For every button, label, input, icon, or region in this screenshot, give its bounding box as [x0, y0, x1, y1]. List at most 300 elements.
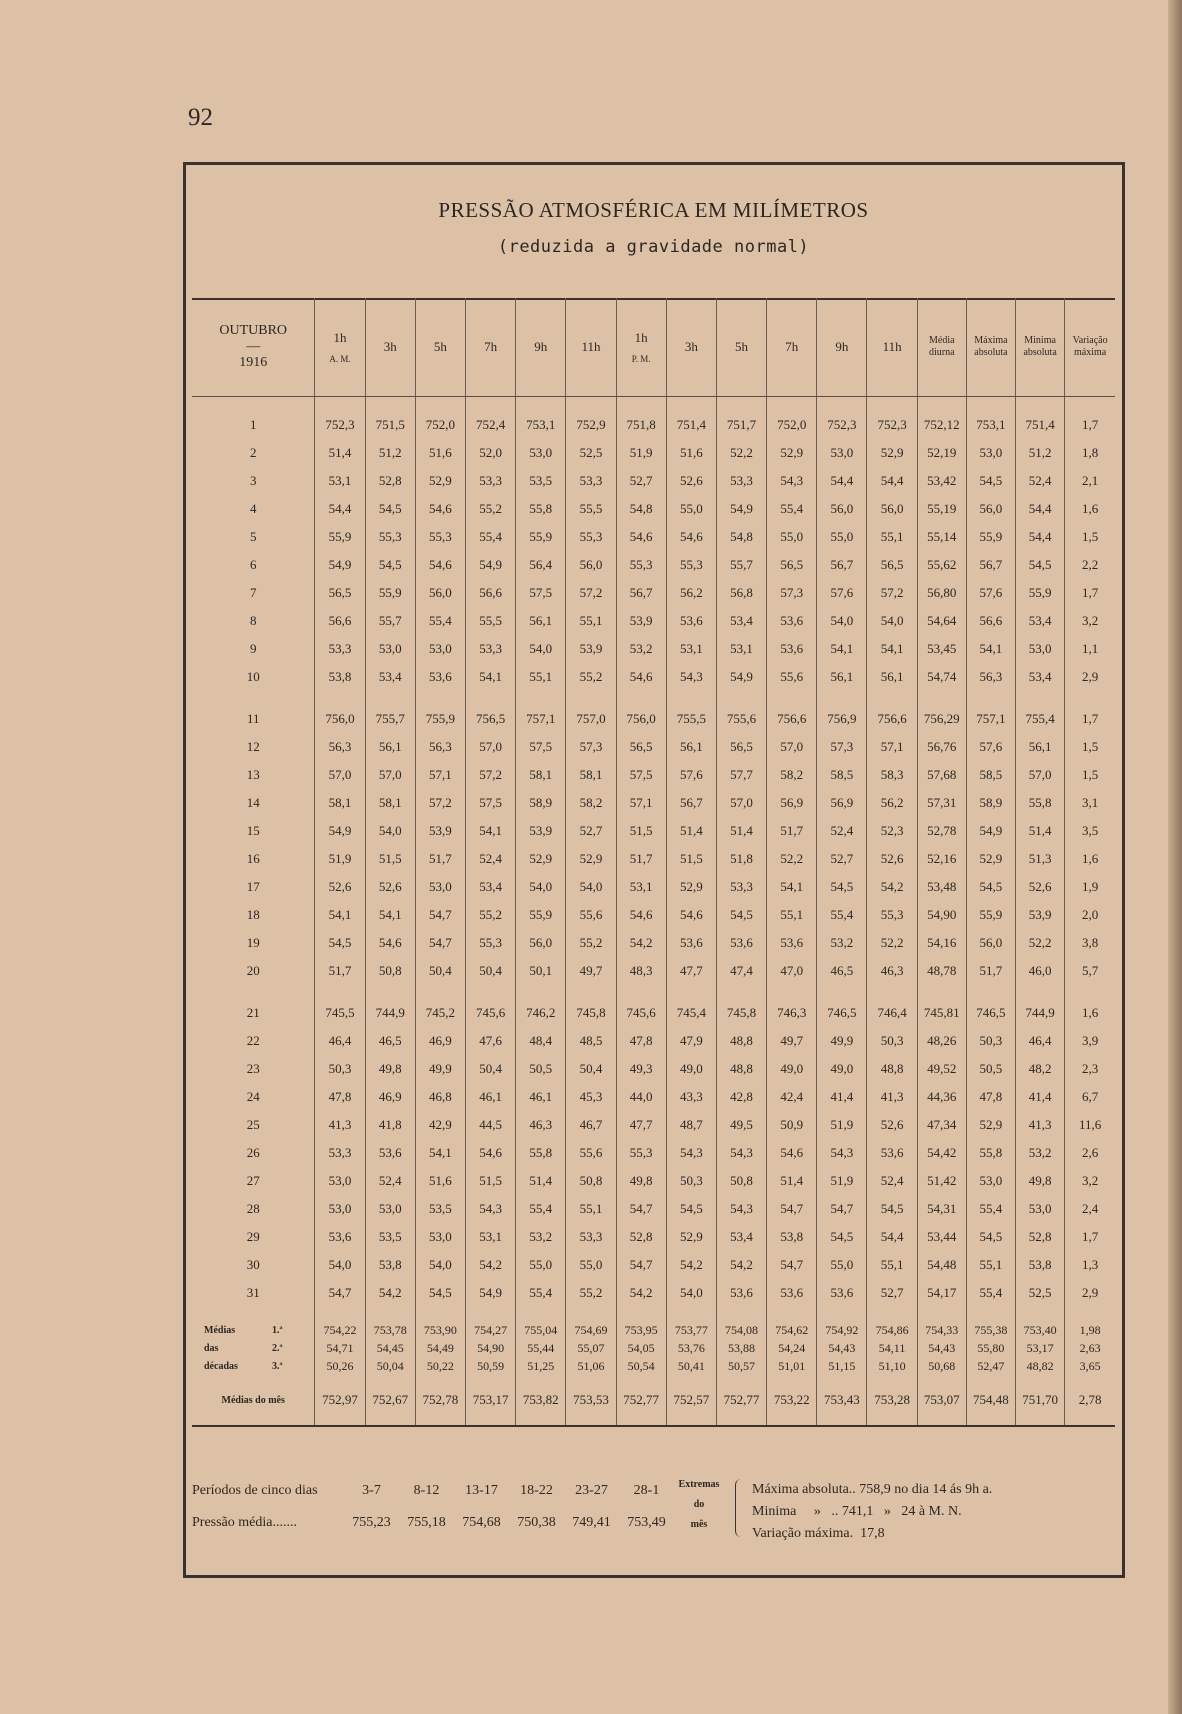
- day-cell: 14: [246, 795, 260, 810]
- table-cell: 44,0: [616, 1083, 666, 1111]
- table-cell: 46,8: [415, 1083, 465, 1111]
- table-cell: 55,8: [966, 1139, 1015, 1167]
- hour-header: [415, 298, 465, 397]
- table-cell: 57,5: [516, 579, 566, 607]
- table-cell: 57,6: [966, 733, 1015, 761]
- table-cell: 45,3: [566, 1083, 616, 1111]
- table-cell: 54,0: [867, 607, 917, 635]
- extremas-label: [664, 1475, 734, 1535]
- table-cell: 52,5: [566, 439, 616, 467]
- table-cell: 52,8: [1016, 1223, 1065, 1251]
- table-cell: 57,2: [867, 579, 917, 607]
- table-cell: 46,3: [516, 1111, 566, 1139]
- table-cell: 48,4: [516, 1027, 566, 1055]
- table-cell: 57,0: [465, 733, 515, 761]
- table-cell: 52,9: [767, 439, 817, 467]
- day-cell: 8: [249, 613, 257, 628]
- table-cell: 57,1: [616, 789, 666, 817]
- table-cell: 56,1: [365, 733, 415, 761]
- hour-label: 9h: [835, 339, 849, 354]
- table-cell: 757,0: [566, 705, 616, 733]
- table-cell: 54,5: [365, 495, 415, 523]
- table-cell: 53,6: [716, 1279, 766, 1307]
- table-cell: 52,9: [867, 439, 917, 467]
- table-cell: 54,42: [917, 1139, 966, 1167]
- table-cell: 58,5: [817, 761, 867, 789]
- table-cell: 53,2: [516, 1223, 566, 1251]
- table-cell: 1,1: [1065, 635, 1115, 663]
- table-cell: 755,9: [415, 705, 465, 733]
- table-cell: 1,8: [1065, 439, 1115, 467]
- table-cell: 754,69: [566, 1321, 616, 1339]
- spacer-cell: [365, 1307, 415, 1321]
- hour-header: [516, 298, 566, 397]
- table-cell: 52,2: [716, 439, 766, 467]
- table-cell: 56,1: [1016, 733, 1065, 761]
- table-cell: 53,0: [365, 635, 415, 663]
- table-row: [192, 1139, 1115, 1167]
- table-cell: 54,4: [867, 467, 917, 495]
- periodo-value: 28-1: [633, 1483, 660, 1498]
- header-row: [192, 298, 1115, 397]
- spacer-cell: [192, 1307, 315, 1321]
- table-row: [192, 817, 1115, 845]
- table-cell: 53,6: [716, 929, 766, 957]
- table-cell: 756,5: [465, 705, 515, 733]
- table-cell: 51,4: [767, 1167, 817, 1195]
- table-cell: 56,0: [516, 929, 566, 957]
- table-cell: 53,6: [767, 1279, 817, 1307]
- table-cell: 2,78: [1065, 1375, 1115, 1426]
- table-cell: 751,8: [616, 411, 666, 439]
- table-cell: 51,7: [415, 845, 465, 873]
- table-cell: 53,8: [365, 1251, 415, 1279]
- table-cell: 51,4: [315, 439, 365, 467]
- table-cell: 55,14: [917, 523, 966, 551]
- table-cell: 53,45: [917, 635, 966, 663]
- table-cell: 42,9: [415, 1111, 465, 1139]
- table-cell: 757,1: [966, 705, 1015, 733]
- spacer-cell: [917, 397, 966, 412]
- table-cell: 55,2: [566, 1279, 616, 1307]
- table-cell: 57,0: [716, 789, 766, 817]
- table-cell: 54,7: [616, 1195, 666, 1223]
- pressao-value: 749,41: [572, 1515, 611, 1530]
- table-cell: 1,7: [1065, 579, 1115, 607]
- table-cell: 52,3: [867, 817, 917, 845]
- spacer-cell: [767, 691, 817, 705]
- table-cell: 55,2: [465, 901, 515, 929]
- table-cell: 53,4: [1016, 663, 1065, 691]
- table-cell: 51,9: [315, 845, 365, 873]
- table-cell: 50,3: [966, 1027, 1015, 1055]
- table-cell: 54,9: [716, 495, 766, 523]
- spacer-cell: [666, 691, 716, 705]
- table-cell: 2,63: [1065, 1339, 1115, 1357]
- table-cell: 52,9: [666, 873, 716, 901]
- decada-row: [192, 1321, 1115, 1339]
- table-cell: 53,9: [616, 607, 666, 635]
- table-cell: 55,3: [616, 1139, 666, 1167]
- table-cell: 54,2: [465, 1251, 515, 1279]
- table-cell: 53,6: [666, 607, 716, 635]
- table-cell: 54,0: [365, 817, 415, 845]
- table-cell: 56,2: [867, 789, 917, 817]
- table-cell: 56,5: [616, 733, 666, 761]
- table-cell: 1,98: [1065, 1321, 1115, 1339]
- spacer-cell: [516, 691, 566, 705]
- table-cell: 41,3: [1016, 1111, 1065, 1139]
- table-cell: 55,9: [516, 901, 566, 929]
- table-cell: 55,0: [566, 1251, 616, 1279]
- table-cell: 42,8: [716, 1083, 766, 1111]
- table-cell: 54,0: [415, 1251, 465, 1279]
- table-cell: 745,4: [666, 999, 716, 1027]
- hour-header: [616, 298, 666, 397]
- table-cell: 3,8: [1065, 929, 1115, 957]
- table-cell: 51,7: [616, 845, 666, 873]
- spacer-cell: [315, 691, 365, 705]
- spacer-cell: [716, 1307, 766, 1321]
- table-cell: 54,4: [867, 1223, 917, 1251]
- table-cell: 1,5: [1065, 761, 1115, 789]
- table-cell: 52,9: [516, 845, 566, 873]
- table-row: [192, 789, 1115, 817]
- periodo-value: 18-22: [520, 1483, 553, 1498]
- table-cell: 746,5: [966, 999, 1015, 1027]
- table-cell: 52,4: [365, 1167, 415, 1195]
- table-cell: 49,8: [365, 1055, 415, 1083]
- table-cell: 54,64: [917, 607, 966, 635]
- extremas-line: Variação máxima. 17,8: [752, 1526, 885, 1541]
- table-cell: 56,6: [315, 607, 365, 635]
- table-cell: 47,8: [616, 1027, 666, 1055]
- table-cell: 756,0: [315, 705, 365, 733]
- table-cell: 745,81: [917, 999, 966, 1027]
- variacao-header: Variação máxima: [1065, 298, 1115, 397]
- spacer-cell: [1065, 691, 1115, 705]
- am-label: A. M.: [329, 354, 351, 364]
- table-cell: 55,3: [365, 523, 415, 551]
- table-cell: 53,0: [966, 1167, 1015, 1195]
- table-cell: 53,3: [315, 635, 365, 663]
- table-cell: 53,48: [917, 873, 966, 901]
- table-cell: 50,3: [867, 1027, 917, 1055]
- table-cell: 56,3: [415, 733, 465, 761]
- table-cell: 54,7: [415, 929, 465, 957]
- table-cell: 53,3: [566, 467, 616, 495]
- table-cell: 46,3: [867, 957, 917, 985]
- table-cell: 58,9: [966, 789, 1015, 817]
- table-cell: 57,6: [966, 579, 1015, 607]
- table-row: [192, 999, 1115, 1027]
- day-cell: 2: [249, 445, 257, 460]
- table-cell: 54,4: [1016, 523, 1065, 551]
- table-cell: 58,2: [566, 789, 616, 817]
- table-cell: 55,9: [966, 523, 1015, 551]
- spacer-cell: [365, 691, 415, 705]
- table-cell: 53,5: [516, 467, 566, 495]
- table-cell: 47,7: [666, 957, 716, 985]
- table-cell: 53,0: [365, 1195, 415, 1223]
- pressao-row: [192, 1515, 674, 1531]
- table-row: [192, 901, 1115, 929]
- spacer-cell: [192, 397, 315, 412]
- table-row: [192, 1111, 1115, 1139]
- spacer-cell: [767, 397, 817, 412]
- table-cell: 54,0: [516, 635, 566, 663]
- table-cell: 47,8: [966, 1083, 1015, 1111]
- table-cell: 55,4: [516, 1279, 566, 1307]
- table-cell: 51,8: [716, 845, 766, 873]
- table-cell: 55,6: [566, 901, 616, 929]
- table-cell: 54,16: [917, 929, 966, 957]
- spacer-cell: [716, 985, 766, 999]
- periodo-value: 3-7: [362, 1483, 381, 1498]
- table-cell: 49,7: [767, 1027, 817, 1055]
- table-cell: 54,6: [666, 523, 716, 551]
- spacer-cell: [516, 985, 566, 999]
- day-cell: 6: [249, 557, 257, 572]
- decada-number: 1.ª: [272, 1324, 283, 1336]
- table-cell: 745,2: [415, 999, 465, 1027]
- table-row: [192, 873, 1115, 901]
- table-cell: 51,2: [1016, 439, 1065, 467]
- table-cell: 11,6: [1065, 1111, 1115, 1139]
- table-cell: 53,0: [966, 439, 1015, 467]
- table-cell: 2,9: [1065, 663, 1115, 691]
- table-cell: 55,6: [767, 663, 817, 691]
- table-cell: 56,6: [966, 607, 1015, 635]
- table-cell: 53,9: [516, 817, 566, 845]
- table-cell: 755,04: [516, 1321, 566, 1339]
- table-cell: 55,1: [767, 901, 817, 929]
- table-cell: 53,9: [1016, 901, 1065, 929]
- table-cell: 49,0: [666, 1055, 716, 1083]
- table-cell: 54,71: [315, 1339, 365, 1357]
- table-cell: 50,68: [917, 1357, 966, 1375]
- table-cell: 2,3: [1065, 1055, 1115, 1083]
- table-cell: 50,59: [465, 1357, 515, 1375]
- table-row: [192, 929, 1115, 957]
- table-cell: 48,3: [616, 957, 666, 985]
- table-row: [192, 1279, 1115, 1307]
- table-cell: 51,3: [1016, 845, 1065, 873]
- table-cell: 46,9: [365, 1083, 415, 1111]
- table-cell: 752,3: [867, 411, 917, 439]
- table-cell: 49,9: [415, 1055, 465, 1083]
- table-cell: 51,5: [616, 817, 666, 845]
- table-cell: 54,1: [365, 901, 415, 929]
- table-cell: 53,0: [415, 635, 465, 663]
- table-cell: 54,24: [767, 1339, 817, 1357]
- hour-header: [465, 298, 515, 397]
- spacer-cell: [616, 691, 666, 705]
- table-cell: 751,70: [1016, 1375, 1065, 1426]
- year-label: 1916: [239, 355, 268, 370]
- table-cell: 54,90: [917, 901, 966, 929]
- table-cell: 58,3: [867, 761, 917, 789]
- table-cell: 57,7: [716, 761, 766, 789]
- hour-label: 11h: [882, 339, 902, 354]
- table-cell: 53,0: [516, 439, 566, 467]
- table-cell: 54,6: [767, 1139, 817, 1167]
- month-dash: —: [246, 339, 261, 354]
- spacer-cell: [415, 985, 465, 999]
- day-cell: 27: [246, 1173, 260, 1188]
- table-cell: 755,7: [365, 705, 415, 733]
- spacer-cell: [666, 985, 716, 999]
- table-cell: 744,9: [1016, 999, 1065, 1027]
- hour-label: 7h: [785, 339, 799, 354]
- table-cell: 1,6: [1065, 495, 1115, 523]
- day-cell: 9: [249, 641, 257, 656]
- table-cell: 48,8: [716, 1055, 766, 1083]
- hour-header: [767, 298, 817, 397]
- table-cell: 46,9: [415, 1027, 465, 1055]
- table-cell: 55,3: [566, 523, 616, 551]
- day-cell: 28: [246, 1201, 260, 1216]
- table-cell: 51,4: [1016, 817, 1065, 845]
- day-cell: 4: [249, 501, 257, 516]
- table-cell: 3,9: [1065, 1027, 1115, 1055]
- table-cell: 753,90: [415, 1321, 465, 1339]
- table-cell: 55,4: [966, 1279, 1015, 1307]
- table-cell: 49,9: [817, 1027, 867, 1055]
- table-cell: 2,6: [1065, 1139, 1115, 1167]
- table-cell: 752,0: [767, 411, 817, 439]
- table-cell: 57,5: [516, 733, 566, 761]
- pressure-table: [192, 298, 1115, 1427]
- table-cell: 756,6: [767, 705, 817, 733]
- table-row: [192, 845, 1115, 873]
- table-cell: 46,0: [1016, 957, 1065, 985]
- table-cell: 54,6: [616, 523, 666, 551]
- page-subtitle: (reduzida a gravidade normal): [497, 237, 810, 257]
- day-cell: 7: [249, 585, 257, 600]
- table-cell: 54,5: [817, 873, 867, 901]
- table-cell: 54,5: [666, 1195, 716, 1223]
- table-row: [192, 957, 1115, 985]
- table-cell: 55,9: [966, 901, 1015, 929]
- spacer-cell: [966, 397, 1015, 412]
- extremas-word: Extremas: [678, 1479, 720, 1490]
- spacer-row: [192, 691, 1115, 705]
- table-cell: 54,3: [666, 1139, 716, 1167]
- table-cell: 54,1: [465, 663, 515, 691]
- table-cell: 53,6: [767, 607, 817, 635]
- table-cell: 54,11: [867, 1339, 917, 1357]
- table-cell: 57,5: [465, 789, 515, 817]
- table-cell: 41,4: [1016, 1083, 1065, 1111]
- table-cell: 54,90: [465, 1339, 515, 1357]
- table-cell: 54,3: [666, 663, 716, 691]
- day-cell: 30: [246, 1257, 260, 1272]
- table-cell: 55,3: [415, 523, 465, 551]
- table-cell: 55,1: [867, 1251, 917, 1279]
- table-cell: 56,2: [666, 579, 716, 607]
- table-cell: 52,7: [616, 467, 666, 495]
- periodo-value: 13-17: [465, 1483, 498, 1498]
- decada-number: 2.ª: [272, 1342, 283, 1354]
- table-cell: 52,5: [1016, 1279, 1065, 1307]
- spacer-cell: [616, 1307, 666, 1321]
- table-cell: 53,3: [716, 467, 766, 495]
- table-cell: 50,8: [566, 1167, 616, 1195]
- table-cell: 54,43: [917, 1339, 966, 1357]
- table-cell: 48,8: [867, 1055, 917, 1083]
- table-cell: 42,4: [767, 1083, 817, 1111]
- table-cell: 47,6: [465, 1027, 515, 1055]
- table-cell: 53,6: [767, 929, 817, 957]
- table-cell: 1,6: [1065, 845, 1115, 873]
- table-cell: 56,3: [315, 733, 365, 761]
- decada-label-cell: [192, 1357, 315, 1375]
- table-cell: 745,6: [465, 999, 515, 1027]
- table-cell: 54,5: [966, 1223, 1015, 1251]
- table-cell: 55,0: [666, 495, 716, 523]
- table-cell: 52,4: [1016, 467, 1065, 495]
- table-cell: 1,7: [1065, 705, 1115, 733]
- table-cell: 55,5: [566, 495, 616, 523]
- day-cell: 22: [246, 1033, 260, 1048]
- table-cell: 50,26: [315, 1357, 365, 1375]
- hour-label: 1h: [333, 330, 347, 345]
- table-cell: 753,82: [516, 1375, 566, 1426]
- table-cell: 53,3: [465, 635, 515, 663]
- decada-row: [192, 1339, 1115, 1357]
- day-cell: 24: [246, 1089, 260, 1104]
- table-cell: 54,5: [867, 1195, 917, 1223]
- hour-header: [365, 298, 415, 397]
- table-cell: 746,2: [516, 999, 566, 1027]
- extremas-line: Minima » .. 741,1 » 24 à M. N.: [752, 1504, 962, 1519]
- table-cell: 53,1: [465, 1223, 515, 1251]
- table-cell: 755,5: [666, 705, 716, 733]
- hour-label: 5h: [735, 339, 749, 354]
- table-cell: 744,9: [365, 999, 415, 1027]
- spacer-cell: [1016, 985, 1065, 999]
- table-cell: 755,6: [716, 705, 766, 733]
- table-cell: 754,22: [315, 1321, 365, 1339]
- table-cell: 52,16: [917, 845, 966, 873]
- table-cell: 57,1: [867, 733, 917, 761]
- table-cell: 52,6: [867, 845, 917, 873]
- table-cell: 54,0: [666, 1279, 716, 1307]
- table-cell: 53,6: [666, 929, 716, 957]
- table-cell: 55,4: [966, 1195, 1015, 1223]
- table-cell: 52,7: [867, 1279, 917, 1307]
- hour-header: [566, 298, 616, 397]
- table-cell: 49,3: [616, 1055, 666, 1083]
- spacer-cell: [192, 985, 315, 999]
- day-cell: 11: [246, 711, 260, 726]
- table-cell: 53,44: [917, 1223, 966, 1251]
- table-cell: 51,9: [616, 439, 666, 467]
- table-cell: 54,7: [767, 1251, 817, 1279]
- table-cell: 41,3: [315, 1111, 365, 1139]
- table-cell: 54,6: [415, 495, 465, 523]
- table-cell: 3,65: [1065, 1357, 1115, 1375]
- table-cell: 52,2: [867, 929, 917, 957]
- spacer-cell: [917, 1307, 966, 1321]
- table-cell: 56,0: [867, 495, 917, 523]
- table-cell: 47,34: [917, 1111, 966, 1139]
- table-cell: 53,3: [566, 1223, 616, 1251]
- table-cell: 53,4: [716, 1223, 766, 1251]
- table-cell: 745,5: [315, 999, 365, 1027]
- table-cell: 52,6: [315, 873, 365, 901]
